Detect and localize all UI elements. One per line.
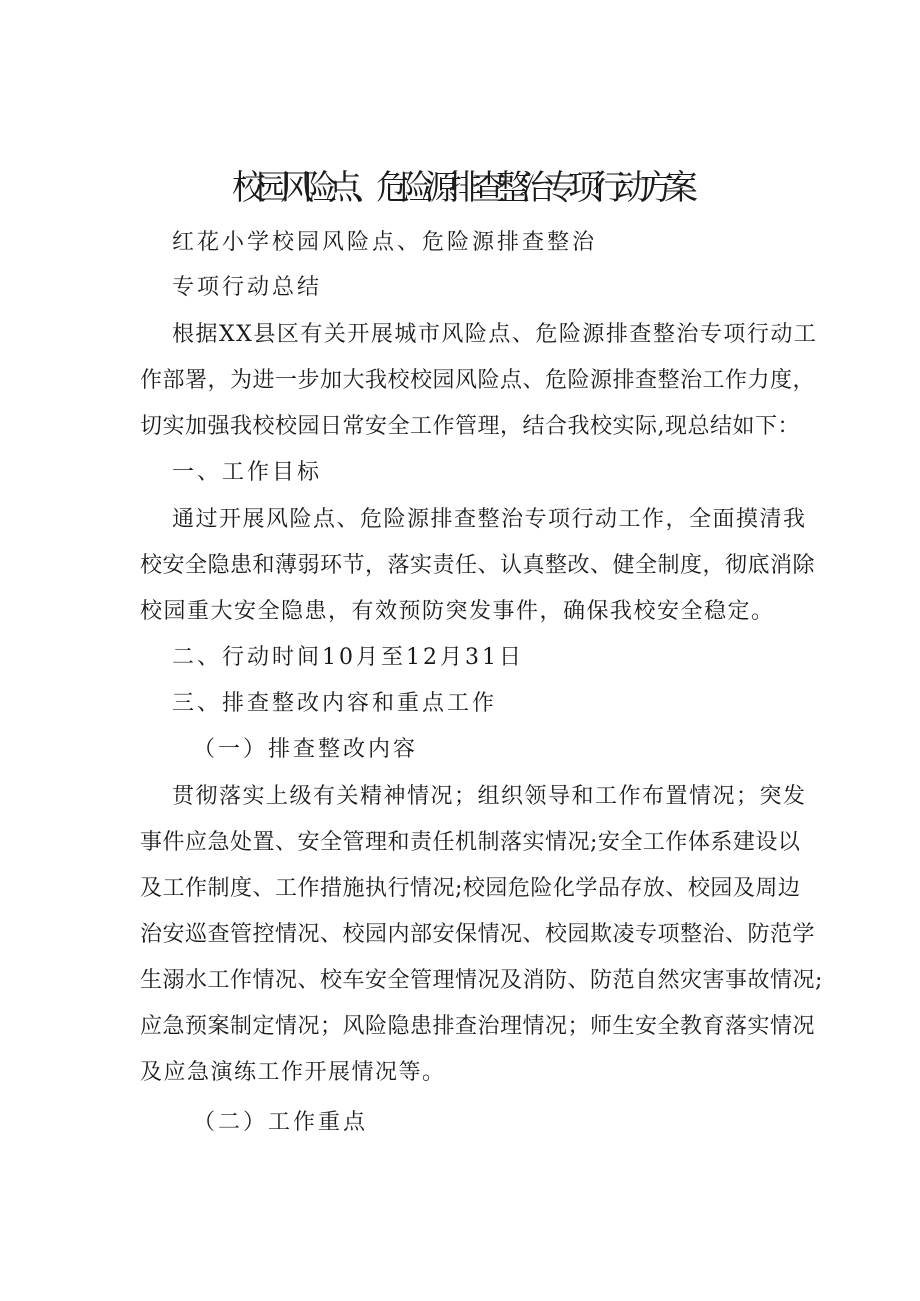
document-title: 校园风险点、危险源排查整治专项行动方案 xyxy=(232,168,688,208)
sub1-body-line-1: 贯彻落实上级有关精神情况；组织领导和工作布置情况；突发 xyxy=(172,784,807,809)
section1-heading: 一、工作目标 xyxy=(172,460,323,485)
intro-line-2: 作部署，为进一步加大我校校园风险点、危险源排查整治工作力度， xyxy=(140,368,816,393)
sub1-body-line-3: 及工作制度、工作措施执行情况;校园危险化学品存放、校园及周边 xyxy=(140,876,801,901)
sub1-body-line-2: 事件应急处置、安全管理和责任机制落实情况;安全工作体系建设以 xyxy=(140,830,801,855)
sub1-body-line-7: 及应急演练工作开展情况等。 xyxy=(140,1060,446,1085)
sub1-body-line-5: 生溺水工作情况、校车安全管理情况及消防、防范自然灾害事故情况; xyxy=(140,968,823,993)
intro-line-3: 切实加强我校校园日常安全工作管理，结合我校实际,现总结如下： xyxy=(140,414,800,439)
sub1-heading: （一）排查整改内容 xyxy=(193,737,419,762)
sub1-body-line-6: 应急预案制定情况；风险隐患排查治理情况；师生安全教育落实情况 xyxy=(140,1014,816,1039)
section2-heading: 二、行动时间10月至12月31日 xyxy=(172,645,524,670)
section1-body-line-1: 通过开展风险点、危险源排查整治专项行动工作，全面摸清我 xyxy=(172,507,807,532)
sub1-body-line-4: 治安巡查管控情况、校园内部安保情况、校园欺凌专项整治、防范学 xyxy=(140,922,816,947)
intro-line-1: 根据XX县区有关开展城市风险点、危险源排查整治专项行动工 xyxy=(172,322,818,347)
sub2-heading: （二）工作重点 xyxy=(193,1110,369,1135)
subtitle-line-1: 红花小学校园风险点、危险源排查整治 xyxy=(172,230,598,255)
subtitle-line-2: 专项行动总结 xyxy=(172,275,323,300)
section1-body-line-2: 校安全隐患和薄弱环节，落实责任、认真整改、健全制度，彻底消除 xyxy=(140,553,816,578)
section1-body-line-3: 校园重大安全隐患，有效预防突发事件，确保我校安全稳定。 xyxy=(140,599,775,624)
section3-heading: 三、排查整改内容和重点工作 xyxy=(172,691,498,716)
